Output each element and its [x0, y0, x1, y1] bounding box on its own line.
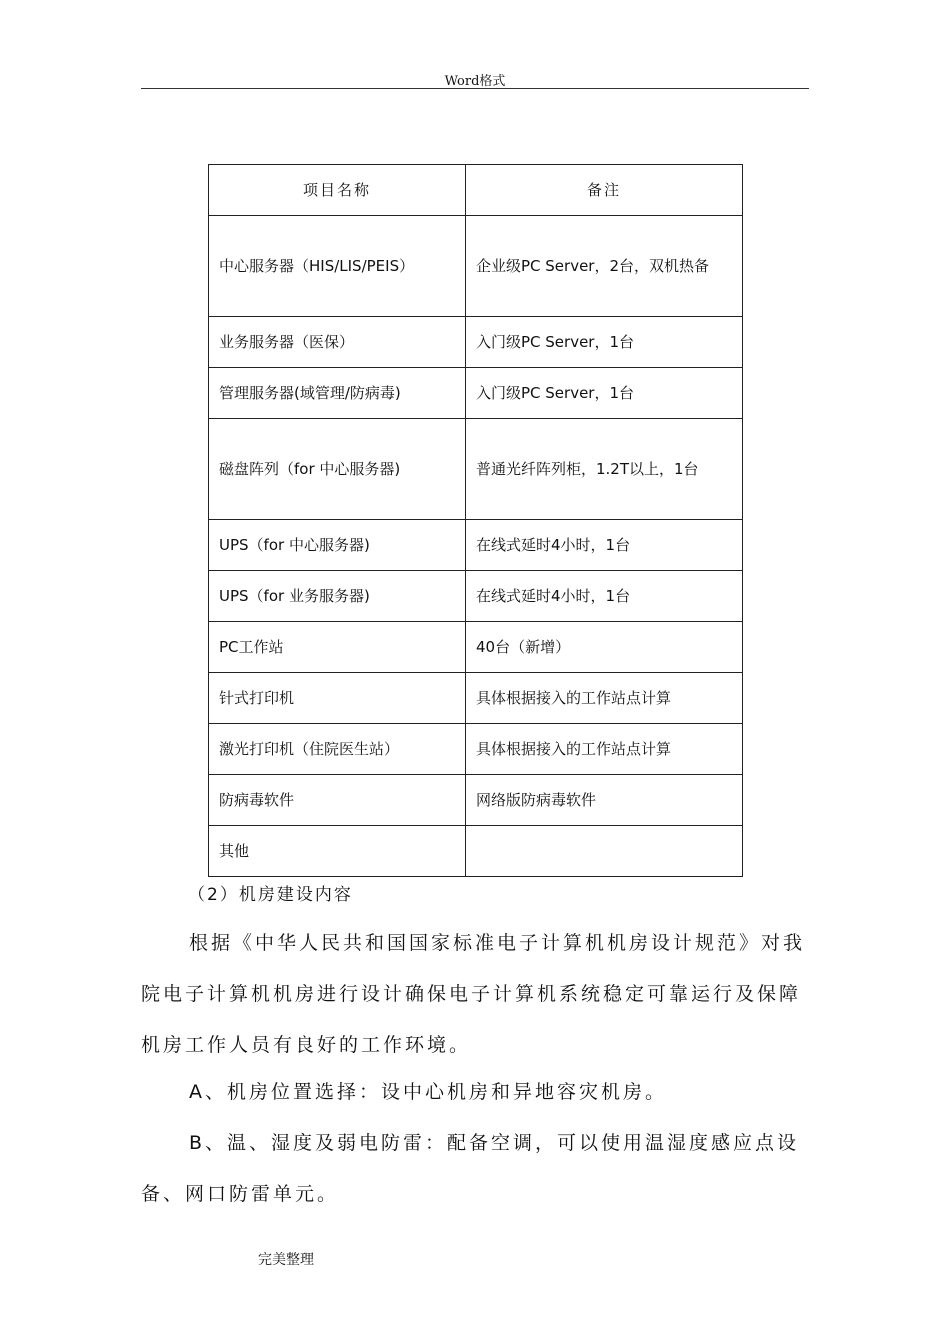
cell-note: 企业级PC Server，2台，双机热备 [466, 216, 743, 317]
column-header-note: 备注 [466, 165, 743, 216]
header-divider [141, 88, 809, 89]
cell-note: 在线式延时4小时，1台 [466, 520, 743, 571]
table-row [209, 622, 743, 673]
table-row [209, 775, 743, 826]
table-header-row [209, 165, 743, 216]
cell-item: 中心服务器（HIS/LIS/PEIS） [209, 216, 466, 317]
table-row [209, 368, 743, 419]
cell-item: 磁盘阵列（for 中心服务器) [209, 419, 466, 520]
cell-note: 网络版防病毒软件 [466, 775, 743, 826]
page-footer: 完美整理 [258, 1252, 314, 1268]
cell-note: 具体根据接入的工作站点计算 [466, 724, 743, 775]
cell-note: 普通光纤阵列柜，1.2T以上，1台 [466, 419, 743, 520]
table-row [209, 571, 743, 622]
table-row [209, 673, 743, 724]
table-row [209, 419, 743, 520]
section-subtitle: （2）机房建设内容 [188, 885, 353, 905]
table-row [209, 317, 743, 368]
table-body [209, 216, 743, 877]
paragraph-environment: B、温、湿度及弱电防雷：配备空调，可以使用温湿度感应点设备、网口防雷单元。 [141, 1132, 800, 1205]
cell-item: PC工作站 [209, 622, 466, 673]
paragraph-location: A、机房位置选择：设中心机房和异地容灾机房。 [189, 1081, 667, 1103]
table-row [209, 826, 743, 877]
cell-item: 激光打印机（住院医生站） [209, 724, 466, 775]
cell-note: 在线式延时4小时，1台 [466, 571, 743, 622]
cell-item: 防病毒软件 [209, 775, 466, 826]
cell-note: 40台（新增） [466, 622, 743, 673]
page-header: Word格式 [444, 74, 506, 89]
table-row [209, 520, 743, 571]
cell-note: 具体根据接入的工作站点计算 [466, 673, 743, 724]
cell-item: 业务服务器（医保） [209, 317, 466, 368]
cell-item: UPS（for 中心服务器) [209, 520, 466, 571]
cell-item: UPS（for 业务服务器) [209, 571, 466, 622]
cell-note [466, 826, 743, 877]
cell-item: 其他 [209, 826, 466, 877]
equipment-table [208, 164, 743, 877]
column-header-item: 项目名称 [209, 165, 466, 216]
table-row [209, 724, 743, 775]
cell-item: 针式打印机 [209, 673, 466, 724]
table-row [209, 216, 743, 317]
paragraph-standard: 根据《中华人民共和国国家标准电子计算机机房设计规范》对我院电子计算机机房进行设计确保电子计算机系统稳定可靠运行及保障机房工作人员有良好的工作环境。 [141, 932, 806, 1056]
cell-item: 管理服务器(域管理/防病毒) [209, 368, 466, 419]
cell-note: 入门级PC Server，1台 [466, 368, 743, 419]
cell-note: 入门级PC Server，1台 [466, 317, 743, 368]
